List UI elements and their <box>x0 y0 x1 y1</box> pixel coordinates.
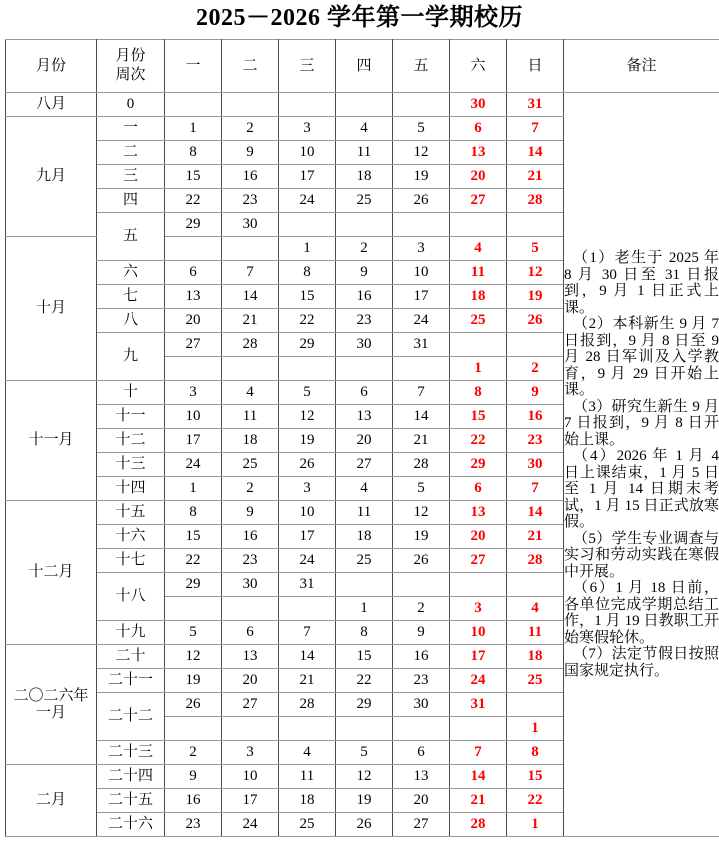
day-cell: 29 <box>450 453 507 477</box>
day-cell: 1 <box>336 597 393 621</box>
day-cell: 15 <box>507 765 564 789</box>
day-cell: 16 <box>336 285 393 309</box>
day-cell: 9 <box>393 621 450 645</box>
day-cell: 12 <box>393 141 450 165</box>
day-cell-empty <box>279 213 336 237</box>
day-cell: 28 <box>507 189 564 213</box>
day-cell: 15 <box>279 285 336 309</box>
day-cell: 13 <box>336 405 393 429</box>
day-cell: 8 <box>279 261 336 285</box>
day-cell: 30 <box>450 93 507 117</box>
day-cell: 27 <box>165 333 222 357</box>
day-cell: 22 <box>336 669 393 693</box>
day-cell: 4 <box>507 597 564 621</box>
day-cell: 17 <box>222 789 279 813</box>
day-cell: 15 <box>165 525 222 549</box>
day-cell-empty <box>336 717 393 741</box>
week-number-cell: 二 <box>97 141 165 165</box>
day-cell: 20 <box>450 165 507 189</box>
day-cell-empty <box>279 93 336 117</box>
day-cell: 1 <box>279 237 336 261</box>
day-cell: 8 <box>450 381 507 405</box>
day-cell-empty <box>165 597 222 621</box>
day-cell: 4 <box>279 741 336 765</box>
day-cell: 17 <box>393 285 450 309</box>
day-cell-empty <box>165 357 222 381</box>
day-cell-empty <box>336 357 393 381</box>
day-cell: 24 <box>279 189 336 213</box>
day-cell-empty <box>336 213 393 237</box>
day-cell: 21 <box>279 669 336 693</box>
day-cell: 21 <box>507 165 564 189</box>
day-cell: 5 <box>393 477 450 501</box>
table-header-row <box>6 40 719 93</box>
day-cell-empty <box>393 573 450 597</box>
note-item: （3）研究生新生 9 月 7 日报到，9 月 8 日开始上课。 <box>564 398 719 448</box>
day-cell: 11 <box>507 621 564 645</box>
day-cell-empty <box>450 333 507 357</box>
week-number-cell: 七 <box>97 285 165 309</box>
day-cell: 30 <box>393 693 450 717</box>
day-cell: 18 <box>279 789 336 813</box>
day-cell: 4 <box>336 117 393 141</box>
day-cell: 10 <box>165 405 222 429</box>
day-cell: 12 <box>336 765 393 789</box>
week-number-cell: 九 <box>97 333 165 381</box>
day-cell: 24 <box>165 453 222 477</box>
day-cell: 5 <box>336 741 393 765</box>
day-cell: 5 <box>393 117 450 141</box>
day-cell: 23 <box>165 813 222 837</box>
day-cell-empty <box>222 717 279 741</box>
day-cell: 9 <box>165 765 222 789</box>
day-cell: 24 <box>393 309 450 333</box>
day-cell: 8 <box>507 741 564 765</box>
day-cell-empty <box>393 717 450 741</box>
day-cell: 27 <box>393 813 450 837</box>
day-cell: 12 <box>507 261 564 285</box>
day-cell: 6 <box>222 621 279 645</box>
day-cell: 7 <box>393 381 450 405</box>
day-cell-empty <box>279 717 336 741</box>
day-cell: 11 <box>222 405 279 429</box>
day-cell: 2 <box>165 741 222 765</box>
day-cell: 4 <box>336 477 393 501</box>
day-cell-empty <box>336 573 393 597</box>
day-cell: 27 <box>450 189 507 213</box>
day-cell: 13 <box>450 141 507 165</box>
header-weekday-sat: 六 <box>450 40 507 93</box>
week-number-cell: 八 <box>97 309 165 333</box>
day-cell-empty <box>450 213 507 237</box>
day-cell-empty <box>393 357 450 381</box>
day-cell: 6 <box>336 381 393 405</box>
day-cell: 22 <box>507 789 564 813</box>
day-cell: 17 <box>165 429 222 453</box>
note-item: （7）法定节假日按照国家规定执行。 <box>564 646 719 679</box>
month-label-cell: 二月 <box>6 765 97 837</box>
day-cell: 27 <box>336 453 393 477</box>
day-cell-empty <box>450 717 507 741</box>
day-cell: 25 <box>507 669 564 693</box>
day-cell-empty <box>393 93 450 117</box>
day-cell: 18 <box>222 429 279 453</box>
day-cell: 29 <box>279 333 336 357</box>
month-label-cell: 十月 <box>6 237 97 381</box>
day-cell: 27 <box>450 549 507 573</box>
header-weekday-thu: 四 <box>336 40 393 93</box>
day-cell-empty <box>507 693 564 717</box>
day-cell: 19 <box>393 165 450 189</box>
day-cell: 31 <box>507 93 564 117</box>
note-item: （6）1 月 18 日前，各单位完成学期总结工作，1 月 19 日教职工开始寒假轮休。 <box>564 580 719 646</box>
day-cell: 18 <box>336 165 393 189</box>
day-cell: 20 <box>450 525 507 549</box>
day-cell: 7 <box>507 117 564 141</box>
day-cell: 22 <box>279 309 336 333</box>
day-cell: 11 <box>450 261 507 285</box>
day-cell: 22 <box>450 429 507 453</box>
day-cell-empty <box>507 213 564 237</box>
day-cell: 28 <box>222 333 279 357</box>
day-cell: 26 <box>165 693 222 717</box>
day-cell: 4 <box>450 237 507 261</box>
day-cell: 7 <box>450 741 507 765</box>
week-number-cell: 二十 <box>97 645 165 669</box>
day-cell: 26 <box>393 549 450 573</box>
day-cell: 11 <box>279 765 336 789</box>
day-cell: 7 <box>507 477 564 501</box>
day-cell: 20 <box>336 429 393 453</box>
day-cell: 27 <box>222 693 279 717</box>
day-cell-empty <box>222 93 279 117</box>
month-label-cell: 二〇二六年 一月 <box>6 645 97 765</box>
week-number-cell: 十七 <box>97 549 165 573</box>
week-number-cell: 十八 <box>97 573 165 621</box>
day-cell: 2 <box>336 237 393 261</box>
day-cell: 13 <box>393 765 450 789</box>
day-cell-empty <box>222 237 279 261</box>
day-cell: 20 <box>165 309 222 333</box>
day-cell: 26 <box>507 309 564 333</box>
day-cell: 10 <box>393 261 450 285</box>
day-cell-empty <box>165 237 222 261</box>
day-cell: 13 <box>165 285 222 309</box>
day-cell: 3 <box>165 381 222 405</box>
day-cell: 26 <box>279 453 336 477</box>
header-week-number <box>97 40 165 93</box>
day-cell: 6 <box>393 741 450 765</box>
day-cell: 17 <box>450 645 507 669</box>
header-weekday-mon: 一 <box>165 40 222 93</box>
notes-cell <box>564 93 719 837</box>
week-number-cell: 六 <box>97 261 165 285</box>
day-cell: 18 <box>507 645 564 669</box>
week-number-cell: 十二 <box>97 429 165 453</box>
day-cell-empty <box>336 93 393 117</box>
day-cell: 25 <box>222 453 279 477</box>
week-number-cell: 十 <box>97 381 165 405</box>
day-cell: 8 <box>336 621 393 645</box>
month-label-cell: 十二月 <box>6 501 97 645</box>
day-cell-empty <box>222 597 279 621</box>
day-cell: 24 <box>279 549 336 573</box>
day-cell: 25 <box>336 549 393 573</box>
header-weekday-wed: 三 <box>279 40 336 93</box>
day-cell: 12 <box>393 501 450 525</box>
day-cell: 14 <box>222 285 279 309</box>
day-cell: 9 <box>336 261 393 285</box>
day-cell: 2 <box>393 597 450 621</box>
day-cell: 23 <box>336 309 393 333</box>
day-cell: 21 <box>450 789 507 813</box>
day-cell-empty <box>450 573 507 597</box>
day-cell: 16 <box>507 405 564 429</box>
header-weekday-sun: 日 <box>507 40 564 93</box>
day-cell: 15 <box>450 405 507 429</box>
note-item: （1）老生于 2025 年 8 月 30 日至 31 日报到，9 月 1 日正式上课。 <box>564 250 719 316</box>
day-cell: 28 <box>450 813 507 837</box>
day-cell: 21 <box>393 429 450 453</box>
note-item: （2）本科新生 9 月 7 日报到，9 月 8 日至 9 月 28 日军训及入学教育，9 月 29 日开始上课。 <box>564 316 719 398</box>
header-notes: 备注 <box>564 40 719 93</box>
day-cell: 24 <box>222 813 279 837</box>
day-cell: 22 <box>165 549 222 573</box>
day-cell: 17 <box>279 525 336 549</box>
day-cell: 10 <box>450 621 507 645</box>
week-number-cell: 十九 <box>97 621 165 645</box>
day-cell: 29 <box>165 213 222 237</box>
day-cell: 9 <box>222 141 279 165</box>
day-cell: 1 <box>165 477 222 501</box>
day-cell: 19 <box>336 789 393 813</box>
day-cell-empty <box>165 93 222 117</box>
day-cell: 13 <box>222 645 279 669</box>
week-number-cell: 一 <box>97 117 165 141</box>
day-cell: 5 <box>165 621 222 645</box>
day-cell: 26 <box>393 189 450 213</box>
day-cell: 6 <box>450 477 507 501</box>
day-cell: 30 <box>336 333 393 357</box>
day-cell: 8 <box>165 501 222 525</box>
week-number-cell: 三 <box>97 165 165 189</box>
week-number-cell: 二十四 <box>97 765 165 789</box>
day-cell: 12 <box>279 405 336 429</box>
day-cell: 14 <box>393 405 450 429</box>
week-number-cell: 十四 <box>97 477 165 501</box>
day-cell: 28 <box>507 549 564 573</box>
day-cell: 3 <box>450 597 507 621</box>
day-cell: 23 <box>507 429 564 453</box>
day-cell: 21 <box>507 525 564 549</box>
day-cell: 3 <box>279 117 336 141</box>
day-cell: 6 <box>450 117 507 141</box>
day-cell-empty <box>507 333 564 357</box>
day-cell: 1 <box>165 117 222 141</box>
day-cell-empty <box>165 717 222 741</box>
day-cell: 9 <box>507 381 564 405</box>
day-cell: 25 <box>336 189 393 213</box>
day-cell: 10 <box>222 765 279 789</box>
day-cell: 24 <box>450 669 507 693</box>
week-number-cell: 四 <box>97 189 165 213</box>
day-cell-empty <box>222 357 279 381</box>
day-cell: 16 <box>222 525 279 549</box>
day-cell: 5 <box>507 237 564 261</box>
week-number-cell: 二十二 <box>97 693 165 741</box>
day-cell: 31 <box>279 573 336 597</box>
week-number-cell: 五 <box>97 213 165 261</box>
week-number-cell: 十五 <box>97 501 165 525</box>
page-title: 2025－2026 学年第一学期校历 <box>196 5 523 31</box>
day-cell: 2 <box>222 477 279 501</box>
day-cell: 29 <box>165 573 222 597</box>
header-week-number-line1: 月份 <box>115 48 146 65</box>
day-cell: 2 <box>222 117 279 141</box>
day-cell: 1 <box>450 357 507 381</box>
day-cell-empty <box>393 213 450 237</box>
day-cell-empty <box>507 573 564 597</box>
day-cell: 1 <box>507 717 564 741</box>
week-number-cell: 十六 <box>97 525 165 549</box>
day-cell: 14 <box>507 141 564 165</box>
day-cell: 14 <box>279 645 336 669</box>
day-cell: 10 <box>279 501 336 525</box>
month-label-cell: 九月 <box>6 117 97 237</box>
day-cell: 4 <box>222 381 279 405</box>
week-number-cell: 0 <box>97 93 165 117</box>
day-cell-empty <box>279 357 336 381</box>
day-cell: 2 <box>507 357 564 381</box>
day-cell: 3 <box>279 477 336 501</box>
day-cell: 13 <box>450 501 507 525</box>
academic-calendar-table <box>5 39 719 837</box>
day-cell: 23 <box>393 669 450 693</box>
day-cell: 30 <box>222 573 279 597</box>
header-month: 月份 <box>6 40 97 93</box>
day-cell: 11 <box>336 501 393 525</box>
day-cell: 23 <box>222 189 279 213</box>
day-cell: 3 <box>393 237 450 261</box>
note-item: （5）学生专业调查与实习和劳动实践在寒假中开展。 <box>564 530 719 580</box>
day-cell: 21 <box>222 309 279 333</box>
day-cell: 9 <box>222 501 279 525</box>
day-cell: 15 <box>336 645 393 669</box>
note-item: （4）2026 年 1 月 4 日上课结束，1 月 5 日至 1 月 14 日期末考试，1 月 15 日正式放寒假。 <box>564 448 719 530</box>
day-cell: 10 <box>279 141 336 165</box>
day-cell: 22 <box>165 189 222 213</box>
day-cell: 1 <box>507 813 564 837</box>
day-cell: 20 <box>393 789 450 813</box>
month-label-cell: 十一月 <box>6 381 97 501</box>
day-cell: 31 <box>450 693 507 717</box>
day-cell: 14 <box>450 765 507 789</box>
day-cell: 19 <box>507 285 564 309</box>
day-cell: 19 <box>165 669 222 693</box>
day-cell: 16 <box>222 165 279 189</box>
week-number-cell: 二十五 <box>97 789 165 813</box>
week-number-cell: 二十一 <box>97 669 165 693</box>
week-number-cell: 二十三 <box>97 741 165 765</box>
day-cell: 16 <box>393 645 450 669</box>
day-cell: 15 <box>165 165 222 189</box>
week-number-cell: 二十六 <box>97 813 165 837</box>
week-number-cell: 十三 <box>97 453 165 477</box>
day-cell: 7 <box>222 261 279 285</box>
day-cell: 11 <box>336 141 393 165</box>
header-week-number-line2: 周次 <box>115 67 146 83</box>
day-cell-empty <box>279 597 336 621</box>
day-cell: 7 <box>279 621 336 645</box>
day-cell: 29 <box>336 693 393 717</box>
day-cell: 20 <box>222 669 279 693</box>
day-cell: 18 <box>336 525 393 549</box>
header-weekday-fri: 五 <box>393 40 450 93</box>
day-cell: 23 <box>222 549 279 573</box>
day-cell: 26 <box>336 813 393 837</box>
day-cell: 28 <box>393 453 450 477</box>
day-cell: 5 <box>279 381 336 405</box>
day-cell: 6 <box>165 261 222 285</box>
day-cell: 8 <box>165 141 222 165</box>
day-cell: 19 <box>279 429 336 453</box>
week-number-cell: 十一 <box>97 405 165 429</box>
day-cell: 19 <box>393 525 450 549</box>
month-label-cell: 八月 <box>6 93 97 117</box>
day-cell: 25 <box>450 309 507 333</box>
day-cell: 18 <box>450 285 507 309</box>
header-weekday-tue: 二 <box>222 40 279 93</box>
table-row <box>6 93 719 117</box>
day-cell: 14 <box>507 501 564 525</box>
day-cell: 30 <box>222 213 279 237</box>
day-cell: 25 <box>279 813 336 837</box>
day-cell: 12 <box>165 645 222 669</box>
day-cell: 31 <box>393 333 450 357</box>
day-cell: 30 <box>507 453 564 477</box>
day-cell: 3 <box>222 741 279 765</box>
day-cell: 28 <box>279 693 336 717</box>
day-cell: 16 <box>165 789 222 813</box>
day-cell: 17 <box>279 165 336 189</box>
table-body <box>6 93 719 837</box>
